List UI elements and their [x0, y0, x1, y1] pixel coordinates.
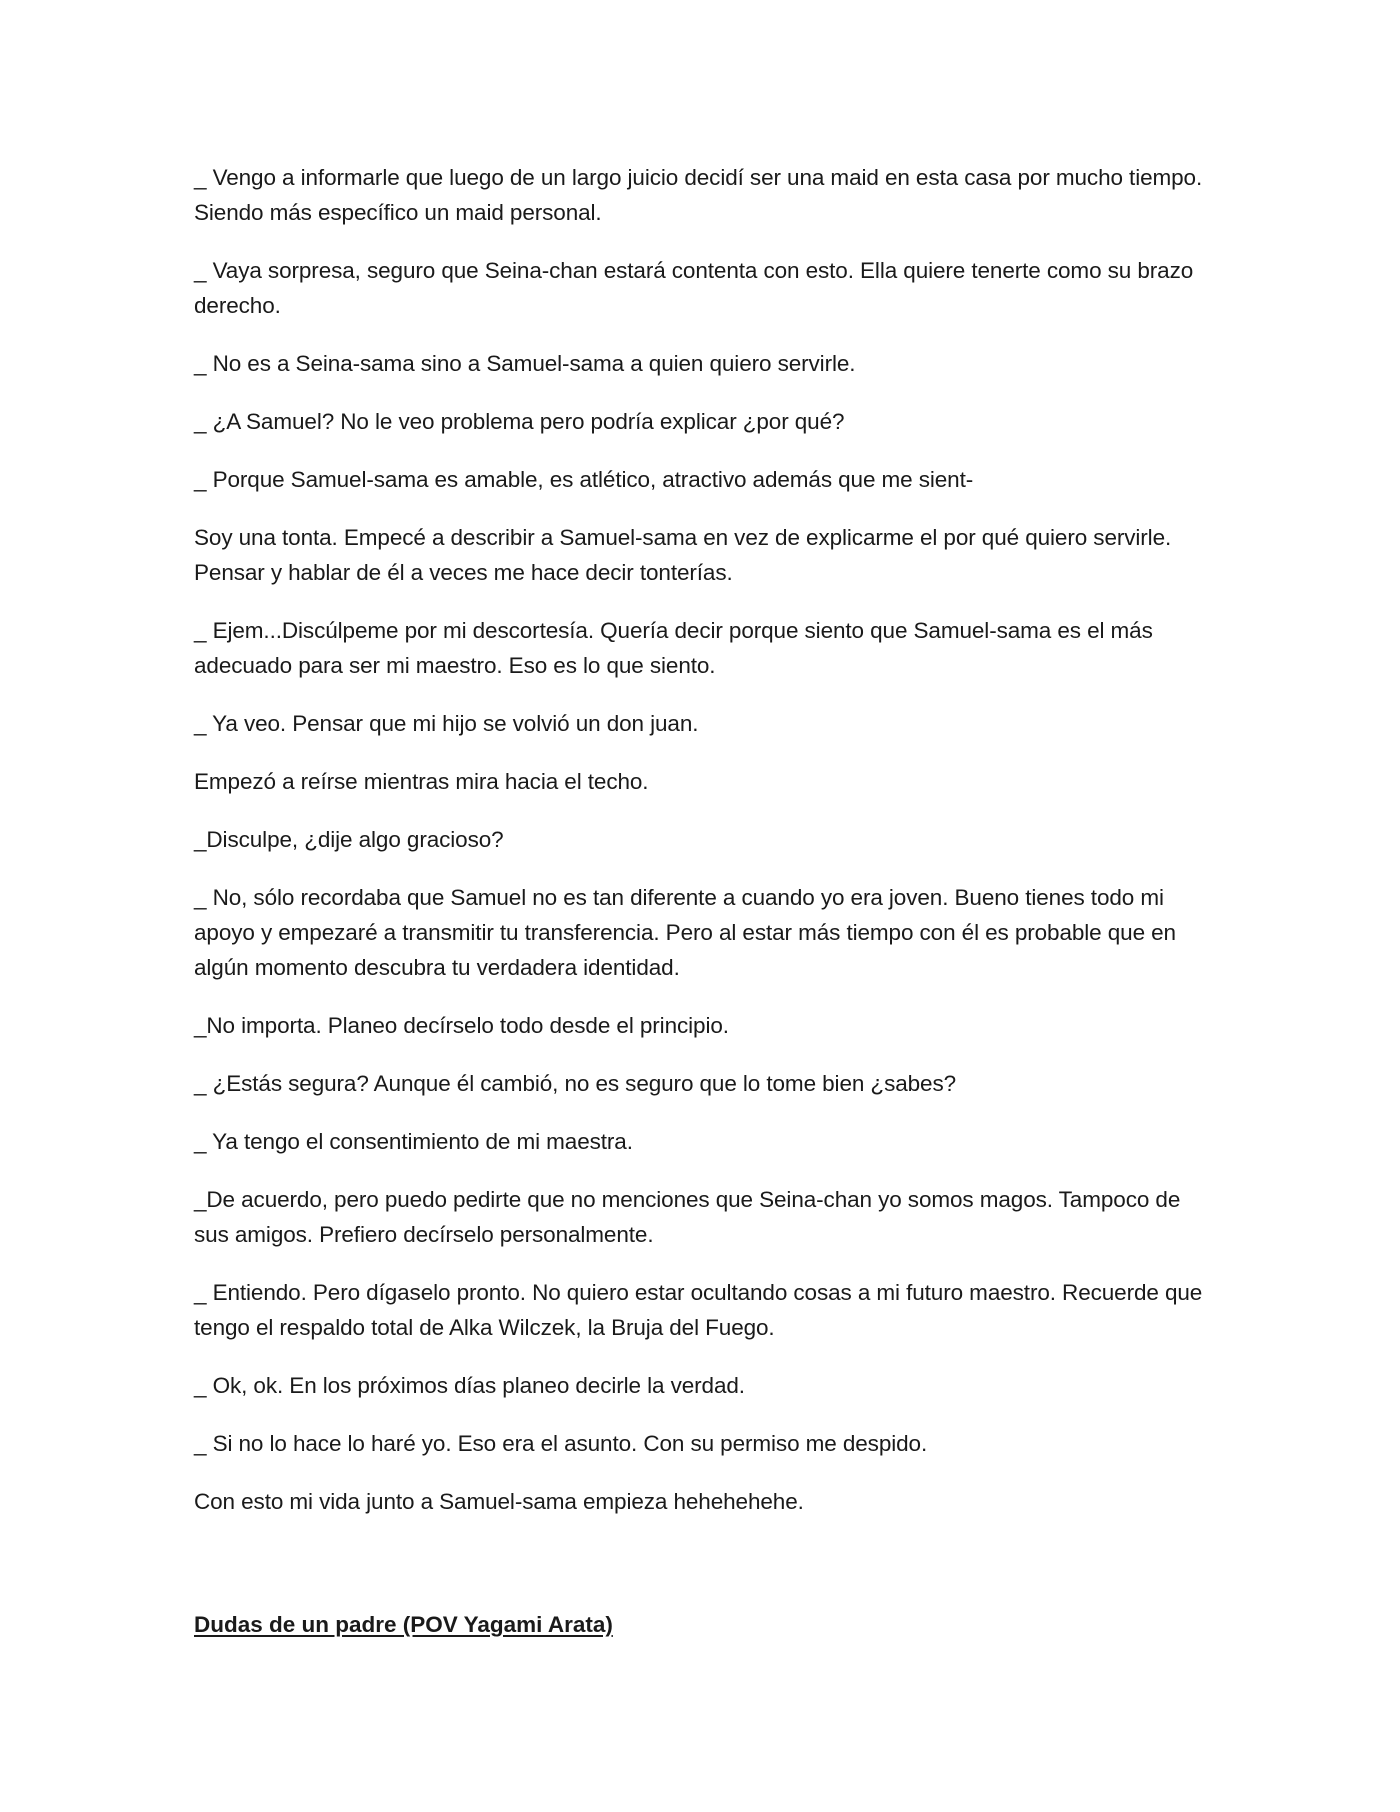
paragraph: _ ¿A Samuel? No le veo problema pero podría explicar ¿por qué?: [194, 409, 845, 434]
paragraph: Empezó a reírse mientras mira hacia el techo.: [194, 769, 649, 794]
paragraph: _ Porque Samuel-sama es amable, es atlético, atractivo además que me sient-: [194, 467, 974, 492]
paragraph: _ Vaya sorpresa, seguro que Seina-chan estará contenta con esto. Ella quiere tenerte como su brazo derecho.: [194, 258, 1194, 318]
paragraph: _ Vengo a informarle que luego de un largo juicio decidí ser una maid en esta casa por mucho tiempo. Siendo más específico un maid personal.: [194, 165, 1203, 225]
paragraph: _ Ejem...Discúlpeme por mi descortesía. Quería decir porque siento que Samuel-sama es el más adecuado para ser mi maestro. Eso es lo que siento.: [194, 618, 1153, 678]
paragraph: _Disculpe, ¿dije algo gracioso?: [194, 827, 504, 852]
paragraph: _ Ya tengo el consentimiento de mi maestra.: [194, 1129, 633, 1154]
section-heading: Dudas de un padre (POV Yagami Arata): [194, 1612, 613, 1637]
paragraph: _ Entiendo. Pero dígaselo pronto. No quiero estar ocultando cosas a mi futuro maestro. Recuerde que tengo el respaldo total de Alka Wilczek, la Bruja del Fuego.: [194, 1280, 1203, 1340]
paragraph: _ Ya veo. Pensar que mi hijo se volvió un don juan.: [194, 711, 699, 736]
paragraph: _ No es a Seina-sama sino a Samuel-sama a quien quiero servirle.: [194, 351, 856, 376]
paragraph: _ Ok, ok. En los próximos días planeo decirle la verdad.: [194, 1373, 745, 1398]
paragraph: _ No, sólo recordaba que Samuel no es tan diferente a cuando yo era joven. Bueno tienes todo mi apoyo y empezaré a transmitir tu transferencia. Pero al estar más tiempo con él es probable que en algún momento descubra tu verdadera identidad.: [194, 885, 1176, 980]
paragraph: Soy una tonta. Empecé a describir a Samuel-sama en vez de explicarme el por qué quiero servirle. Pensar y hablar de él a veces me hace decir tonterías.: [194, 525, 1172, 585]
paragraph: Con esto mi vida junto a Samuel-sama empieza hehehehehe.: [194, 1489, 804, 1514]
document-body: [194, 160, 1204, 1542]
paragraph: _De acuerdo, pero puedo pedirte que no menciones que Seina-chan yo somos magos. Tampoco de sus amigos. Prefiero decírselo personalmente.: [194, 1187, 1181, 1247]
paragraph: _No importa. Planeo decírselo todo desde el principio.: [194, 1013, 729, 1038]
paragraph: _ ¿Estás segura? Aunque él cambió, no es seguro que lo tome bien ¿sabes?: [194, 1071, 957, 1096]
paragraph: _ Si no lo hace lo haré yo. Eso era el asunto. Con su permiso me despido.: [194, 1431, 928, 1456]
